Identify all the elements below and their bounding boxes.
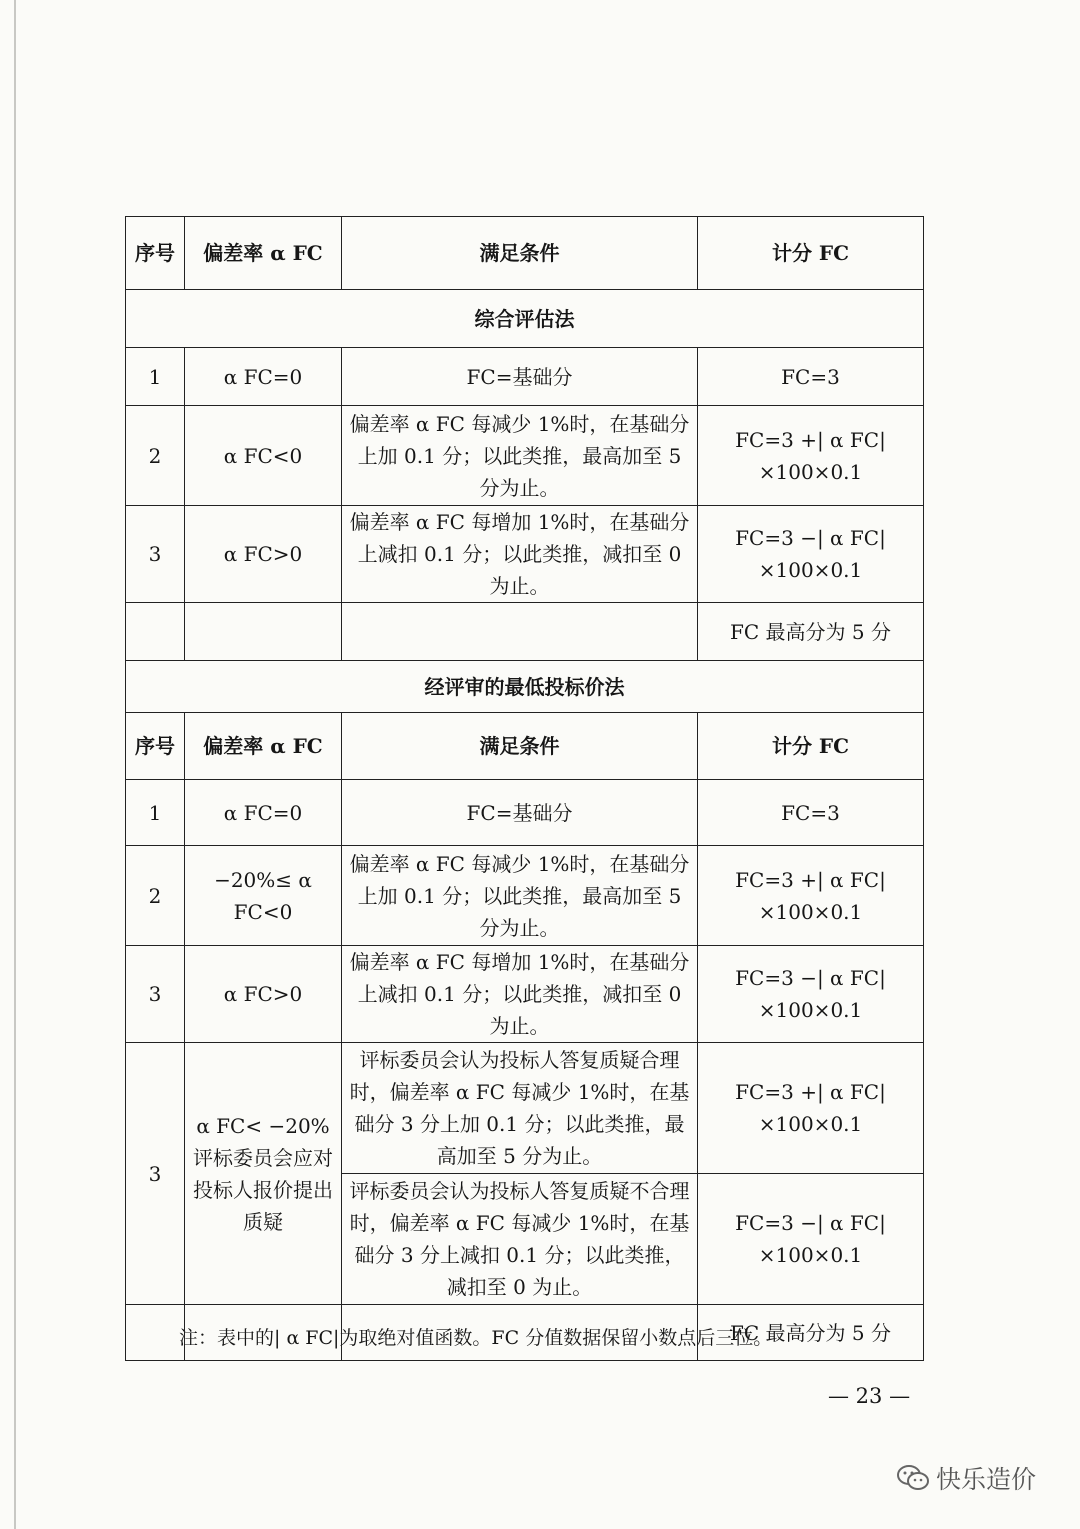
header-seq: 序号	[126, 217, 185, 290]
cell-rate: α FC>0	[185, 506, 342, 603]
section-title: 综合评估法	[126, 290, 924, 348]
cell-condition: 评标委员会认为投标人答复质疑合理时，偏差率 α FC 每减少 1%时，在基础分 3 分上加 0.1 分；以此类推，最高加至 5 分为止。	[342, 1043, 698, 1174]
cell-score: FC=3 +| α FC|×100×0.1	[698, 1043, 924, 1174]
cell-rate: α FC=0	[185, 780, 342, 846]
cell-rate: α FC<0	[185, 406, 342, 506]
table-row	[126, 406, 924, 506]
cell-rate: α FC=0	[185, 348, 342, 406]
header-condition: 满足条件	[342, 713, 698, 780]
scoring-table	[125, 216, 924, 1361]
cell-seq: 3	[126, 1043, 185, 1305]
cell-condition: 偏差率 α FC 每增加 1%时，在基础分上减扣 0.1 分；以此类推，减扣至 0 为止。	[342, 506, 698, 603]
table-row	[126, 506, 924, 603]
header-condition: 满足条件	[342, 217, 698, 290]
cell-rate: α FC< −20% 评标委员会应对投标人报价提出质疑	[185, 1043, 342, 1305]
table-row	[126, 780, 924, 846]
header-rate: 偏差率 α FC	[185, 713, 342, 780]
section-title: 经评审的最低投标价法	[126, 661, 924, 713]
cell-condition: FC=基础分	[342, 348, 698, 406]
header-score: 计分 FC	[698, 713, 924, 780]
cell-condition	[342, 603, 698, 661]
cell-score: FC=3 +| α FC|×100×0.1	[698, 846, 924, 946]
cell-score: FC 最高分为 5 分	[698, 1305, 924, 1361]
cell-seq: 2	[126, 846, 185, 946]
cell-seq	[126, 603, 185, 661]
section-row	[126, 290, 924, 348]
cell-condition: 偏差率 α FC 每增加 1%时，在基础分上减扣 0.1 分；以此类推，减扣至 0 为止。	[342, 946, 698, 1043]
cell-seq: 3	[126, 506, 185, 603]
cell-condition: FC=基础分	[342, 780, 698, 846]
cell-seq: 1	[126, 780, 185, 846]
table-header-row	[126, 217, 924, 290]
cell-seq	[126, 1305, 185, 1361]
table-row	[126, 1043, 924, 1174]
cell-rate: α FC>0	[185, 946, 342, 1043]
cell-rate: −20%≤ α FC<0	[185, 846, 342, 946]
scan-edge	[14, 0, 16, 1529]
cell-score: FC=3	[698, 348, 924, 406]
table-row	[126, 603, 924, 661]
cell-seq: 1	[126, 348, 185, 406]
cell-score: FC=3 −| α FC|×100×0.1	[698, 1174, 924, 1305]
cell-score: FC=3 −| α FC|×100×0.1	[698, 946, 924, 1043]
table-row	[126, 946, 924, 1043]
watermark-text: 快乐造价	[936, 1465, 1037, 1494]
cell-score: FC=3 −| α FC|×100×0.1	[698, 506, 924, 603]
cell-score: FC 最高分为 5 分	[698, 603, 924, 661]
wechat-icon	[896, 1464, 930, 1492]
watermark	[896, 1460, 1036, 1496]
header-rate: 偏差率 α FC	[185, 217, 342, 290]
cell-score: FC=3	[698, 780, 924, 846]
header-seq: 序号	[126, 713, 185, 780]
table-row	[126, 846, 924, 946]
header-score: 计分 FC	[698, 217, 924, 290]
cell-score: FC=3 +| α FC|×100×0.1	[698, 406, 924, 506]
cell-seq: 2	[126, 406, 185, 506]
cell-condition: 评标委员会认为投标人答复质疑不合理时，偏差率 α FC 每减少 1%时，在基础分 3 分上减扣 0.1 分；以此类推，减扣至 0 为止。	[342, 1174, 698, 1305]
cell-condition: 偏差率 α FC 每减少 1%时，在基础分上加 0.1 分；以此类推，最高加至 5 分为止。	[342, 406, 698, 506]
table-row	[126, 348, 924, 406]
page-number: — 23 —	[828, 1384, 911, 1408]
cell-rate	[185, 603, 342, 661]
table-header-row	[126, 713, 924, 780]
section-row	[126, 661, 924, 713]
cell-condition: 偏差率 α FC 每减少 1%时，在基础分上加 0.1 分；以此类推，最高加至 5 分为止。	[342, 846, 698, 946]
table-note: 注：表中的| α FC|为取绝对值函数。FC 分值数据保留小数点后三位。	[179, 1327, 773, 1349]
cell-seq: 3	[126, 946, 185, 1043]
